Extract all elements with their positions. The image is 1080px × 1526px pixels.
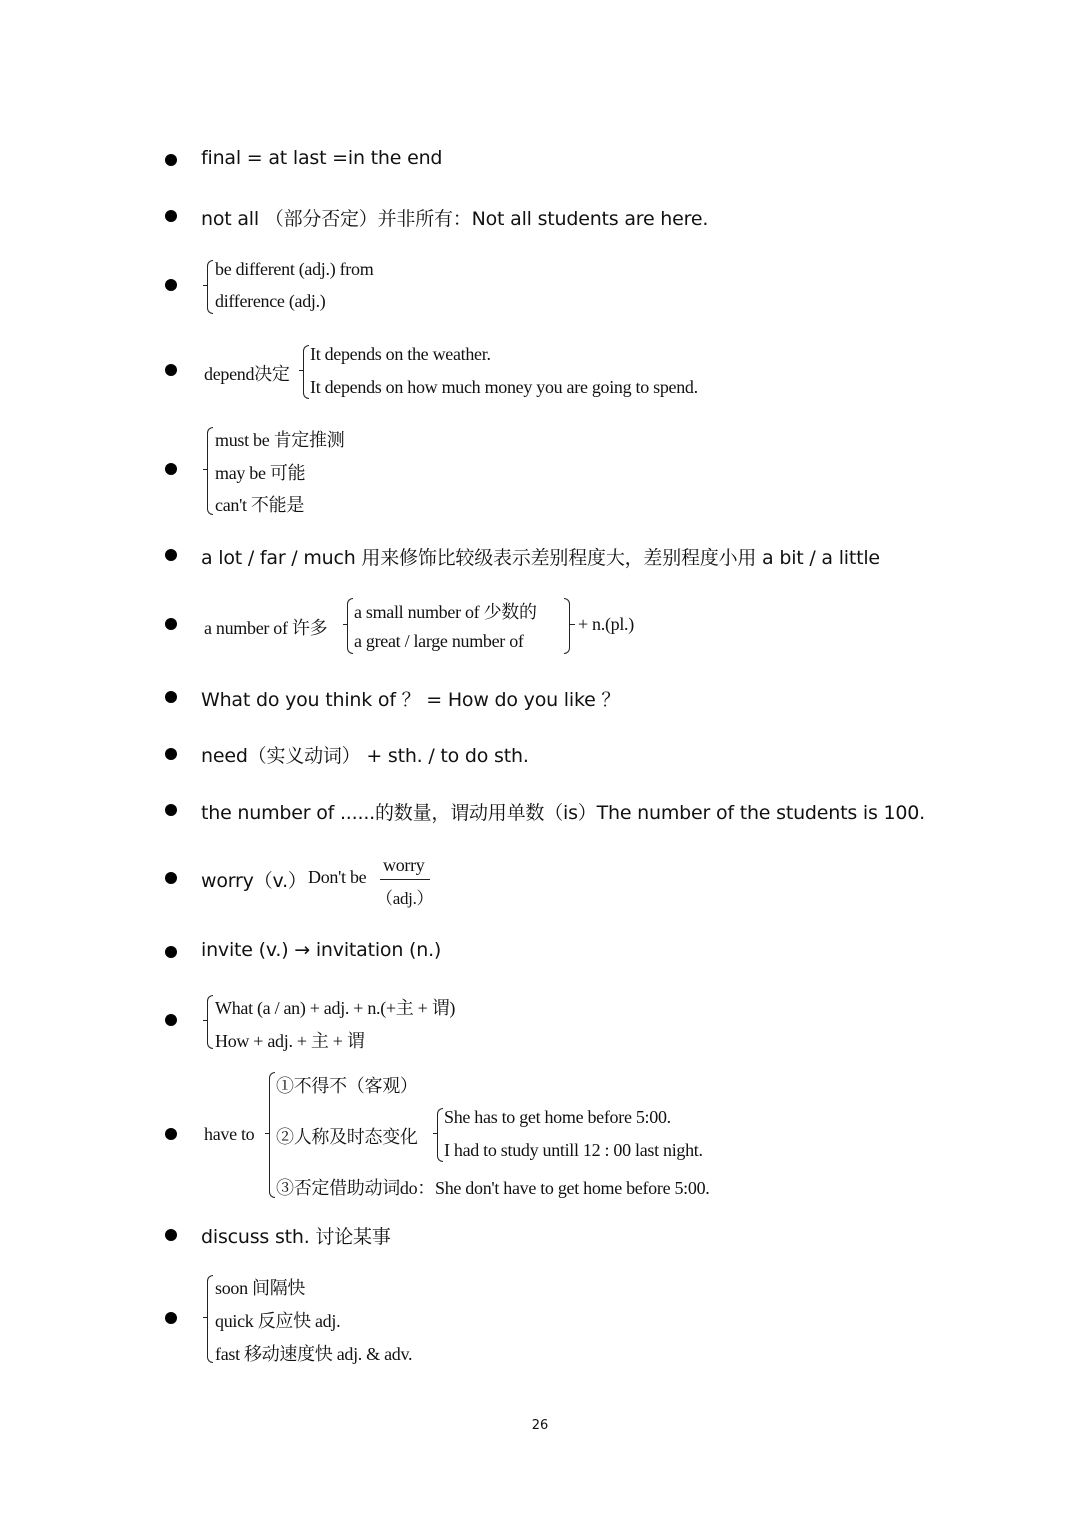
brace-icon (269, 1072, 275, 1198)
note-a-lot: a lot / far / much 用来修饰比较级表示差别程度大，差别程度小用 a bit / a little (201, 547, 880, 569)
bullet-icon (165, 463, 177, 475)
brace-line: soon 间隔快 (215, 1278, 306, 1298)
brace-icon (207, 995, 213, 1049)
fraction-denominator: （adj.） (376, 889, 434, 908)
note-depend-prefix: depend决定 (204, 364, 290, 384)
note-need: need（实义动词） + sth. / to do sth. (201, 745, 529, 767)
note-not-all: not all （部分否定）并非所有：Not all students are here. (201, 208, 709, 230)
note-have-to-prefix: have to (204, 1124, 255, 1144)
bullet-icon (165, 804, 177, 816)
note-worry-prefix: worry（v.） (201, 870, 307, 892)
note-discuss: discuss sth. 讨论某事 (201, 1226, 391, 1248)
brace-line: may be 可能 (215, 463, 306, 483)
note-the-number: the number of ......的数量，谓动用单数（is）The number of the students is 100. (201, 802, 926, 824)
bullet-icon (165, 872, 177, 884)
note-worry-serif: Don't be (308, 867, 367, 887)
bullet-icon (165, 154, 177, 166)
brace-line: What (a / an) + adj. + n.(+主 + 谓) (215, 998, 456, 1018)
bullet-icon (165, 1312, 177, 1324)
brace-icon (207, 427, 213, 515)
brace-line: a great / large number of (354, 631, 524, 651)
bullet-icon (165, 1014, 177, 1026)
bullet-icon (165, 549, 177, 561)
brace-line: ②人称及时态变化 (276, 1127, 418, 1147)
brace-icon (303, 345, 309, 399)
fraction-numerator: worry (383, 855, 425, 875)
bullet-icon (165, 1128, 177, 1140)
sub-brace-line: She has to get home before 5:00. (444, 1107, 671, 1127)
fraction-bar (380, 879, 430, 880)
brace-line: difference (adj.) (215, 291, 326, 311)
brace-icon (347, 598, 353, 654)
note-number-prefix: a number of 许多 (204, 618, 328, 638)
brace-line: can't 不能是 (215, 495, 305, 515)
brace-line: a small number of 少数的 (354, 602, 537, 622)
brace-line: ③否定借助动词do：She don't have to get home before 5:00. (276, 1178, 710, 1198)
brace-line: It depends on the weather. (310, 344, 491, 364)
bullet-icon (165, 210, 177, 222)
note-number-suffix: + n.(pl.) (578, 614, 634, 634)
brace-line: fast 移动速度快 adj. & adv. (215, 1344, 413, 1364)
closing-brace-icon (564, 598, 570, 654)
bullet-icon (165, 364, 177, 376)
bullet-icon (165, 748, 177, 760)
page-number: 26 (531, 1418, 549, 1433)
bullet-icon (165, 1229, 177, 1241)
bullet-icon (165, 691, 177, 703)
brace-icon (207, 260, 213, 314)
brace-line: ①不得不（客观） (276, 1076, 418, 1096)
note-what-think: What do you think of ？ = How do you like ？ (201, 689, 621, 711)
sub-brace-icon (437, 1108, 443, 1162)
brace-icon (207, 1275, 213, 1363)
bullet-icon (165, 279, 177, 291)
note-invite: invite (v.) → invitation (n.) (201, 939, 442, 961)
brace-line: be different (adj.) from (215, 259, 374, 279)
brace-line: How + adj. + 主 + 谓 (215, 1031, 365, 1051)
brace-line: quick 反应快 adj. (215, 1311, 341, 1331)
bullet-icon (165, 946, 177, 958)
sub-brace-line: I had to study untill 12 : 00 last night. (444, 1140, 703, 1160)
brace-line: must be 肯定推测 (215, 430, 345, 450)
note-final: final = at last =in the end (201, 147, 443, 169)
bullet-icon (165, 618, 177, 630)
brace-line: It depends on how much money you are going to spend. (310, 377, 698, 397)
